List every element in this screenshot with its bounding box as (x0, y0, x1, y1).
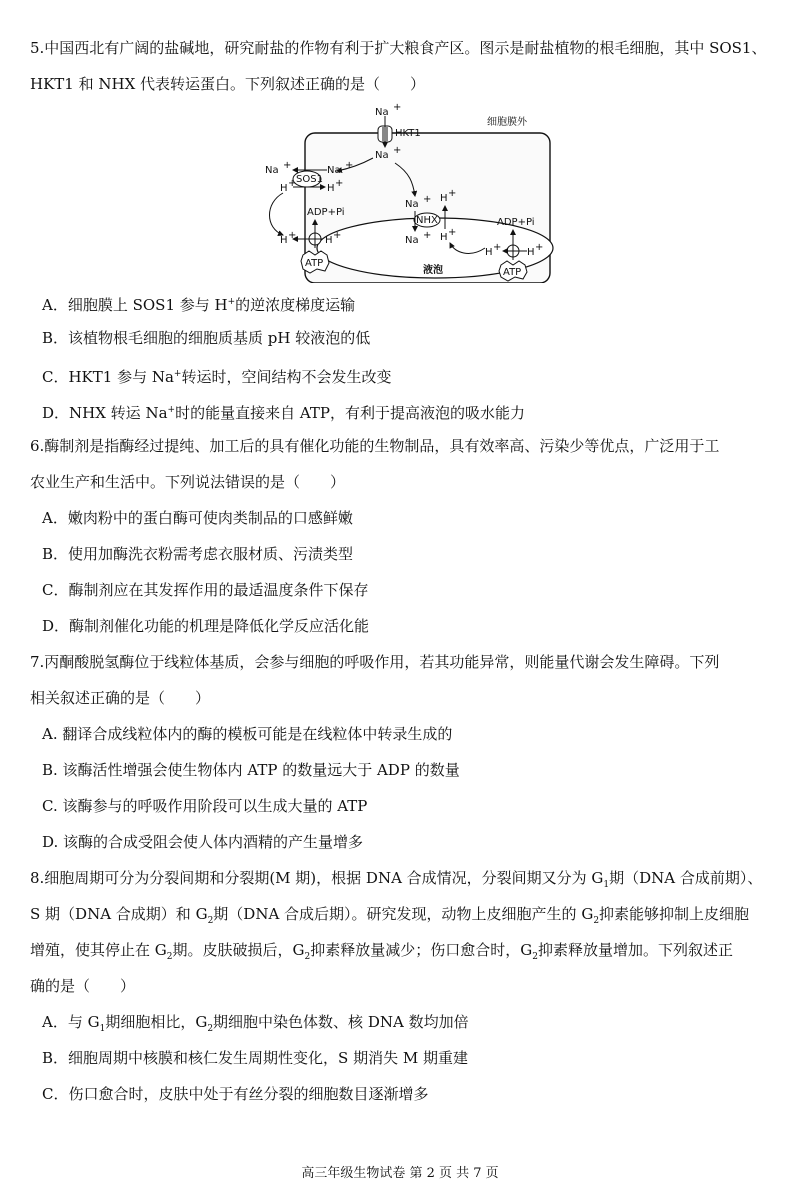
q5-option-c: C．HKT1 参与 Na+转运时，空间结构不会发生改变 (42, 368, 392, 386)
na-out-sos1-charge: + (283, 160, 292, 171)
q7-option-c: C. 该酶参与的呼吸作用阶段可以生成大量的 ATP (42, 797, 368, 815)
h-in-sos1-charge: + (335, 178, 344, 189)
adp-pi-vacuole: ADP+Pi (497, 217, 535, 228)
page-footer: 高三年级生物试卷 第 2 页 共 7 页 (301, 1166, 499, 1181)
na-outside-hkt1: Na (375, 107, 389, 118)
q8-stem-line-4: 确的是（ ） (30, 977, 136, 995)
q8-option-c: C．伤口愈合时，皮肤中处于有丝分裂的细胞数目逐渐增多 (42, 1085, 429, 1103)
root-hair-cell-diagram (255, 103, 555, 283)
adp-pi-membrane: ADP+Pi (307, 207, 345, 218)
na-in-sos1: Na (327, 165, 341, 176)
q6-stem-line-2: 农业生产和生活中。下列说法错误的是（ ） (30, 473, 346, 491)
h-vac-nhx: H (440, 232, 448, 243)
na-cyto-nhx: Na (405, 199, 419, 210)
na-vac-nhx-charge: + (423, 230, 432, 241)
h-cyto-pump-charge: + (535, 242, 544, 253)
q8-option-b: B．细胞周期中核膜和核仁发生周期性变化，S 期消失 M 期重建 (42, 1049, 468, 1067)
q5-option-b: B．该植物根毛细胞的细胞质基质 pH 较液泡的低 (42, 329, 371, 347)
q6-option-c: C．酶制剂应在其发挥作用的最适温度条件下保存 (42, 581, 369, 599)
h-out-sos1-charge: + (288, 178, 297, 189)
q8-stem-line-3: 增殖，使其停止在 $G_2$期。皮肤破损后，$G_2$抑素释放量减少；伤口愈合时，$G_2$抑素释放量增加。下列叙述正 (30, 941, 733, 962)
q8-stem-line-1: 8.细胞周期可分为分裂间期和分裂期(M 期)，根据 DNA 合成情况，分裂间期又分为 $G_1$期（DNA 合成前期）、 (30, 869, 763, 890)
na-in-sos1-charge: + (345, 160, 354, 171)
h-in-sos1: H (327, 183, 335, 194)
h-vac-pump: H (485, 247, 493, 258)
q5-option-d: D．NHX 转运 Na+时的能量直接来自 ATP，有利于提高液泡的吸水能力 (42, 404, 525, 422)
q8-option-a: A．与 $G_1$期细胞相比，$G_2$期细胞中染色体数、核 DNA 数均加倍 (42, 1013, 469, 1034)
atp-membrane: ATP (305, 258, 324, 269)
q6-option-b: B．使用加酶洗衣粉需考虑衣服材质、污渍类型 (42, 545, 354, 563)
outside-label: 细胞膜外 (487, 117, 527, 128)
q8-stem-line-2: S 期（DNA 合成期）和 $G_2$期（DNA 合成后期）。研究发现，动物上皮细胞产生的 $G_2$抑素能够抑制上皮细胞 (30, 905, 750, 926)
h-cyto-pump: H (527, 247, 535, 258)
q7-option-b: B. 该酶活性增强会使生物体内 ATP 的数量远大于 ADP 的数量 (42, 761, 460, 779)
sos1-label: SOS1 (296, 174, 323, 185)
h-in-pump-charge: + (333, 230, 342, 241)
nhx-label: NHX (416, 215, 438, 226)
hkt1-label: HKT1 (395, 128, 421, 139)
q7-option-a: A. 翻译合成线粒体内的酶的模板可能是在线粒体中转录生成的 (42, 725, 453, 743)
h-cyto-nhx: H (440, 193, 448, 204)
na-inside-hkt1-charge: + (393, 145, 402, 156)
na-vac-nhx: Na (405, 235, 419, 246)
na-cyto-nhx-charge: + (423, 194, 432, 205)
q7-option-d: D. 该酶的合成受阻会使人体内酒精的产生量增多 (42, 833, 364, 851)
q6-option-a: A．嫩肉粉中的蛋白酶可使肉类制品的口感鲜嫩 (42, 509, 353, 527)
q5-stem-line-2: HKT1 和 NHX 代表转运蛋白。下列叙述正确的是（ ） (30, 75, 426, 93)
q5-option-a: A．细胞膜上 SOS1 参与 H+的逆浓度梯度运输 (42, 296, 356, 314)
h-vac-nhx-charge: + (448, 227, 457, 238)
q7-stem-line-2: 相关叙述正确的是（ ） (30, 689, 211, 707)
q6-option-d: D．酶制剂催化功能的机理是降低化学反应活化能 (42, 617, 370, 635)
na-out-sos1: Na (265, 165, 279, 176)
h-out-pump-charge: + (288, 230, 297, 241)
na-outside-hkt1-charge: + (393, 103, 402, 113)
na-inside-hkt1: Na (375, 150, 389, 161)
q7-stem-line-1: 7.丙酮酸脱氢酶位于线粒体基质，会参与细胞的呼吸作用，若其功能异常，则能量代谢会发生障碍。下列 (30, 653, 720, 671)
q6-stem-line-1: 6.酶制剂是指酶经过提纯、加工后的具有催化功能的生物制品，具有效率高、污染少等优点，广泛用于工 (30, 437, 720, 455)
q5-stem-line-1: 5.中国西北有广阔的盐碱地，研究耐盐的作物有利于扩大粮食产区。图示是耐盐植物的根毛细胞，其中 SOS1、 (30, 39, 767, 57)
h-in-pump: H (325, 235, 333, 246)
h-out-sos1: H (280, 183, 288, 194)
vacuole-label: 液泡 (423, 265, 443, 276)
h-out-pump: H (280, 235, 288, 246)
h-vac-pump-charge: + (493, 242, 502, 253)
atp-vacuole: ATP (503, 267, 522, 278)
h-cyto-nhx-charge: + (448, 188, 457, 199)
